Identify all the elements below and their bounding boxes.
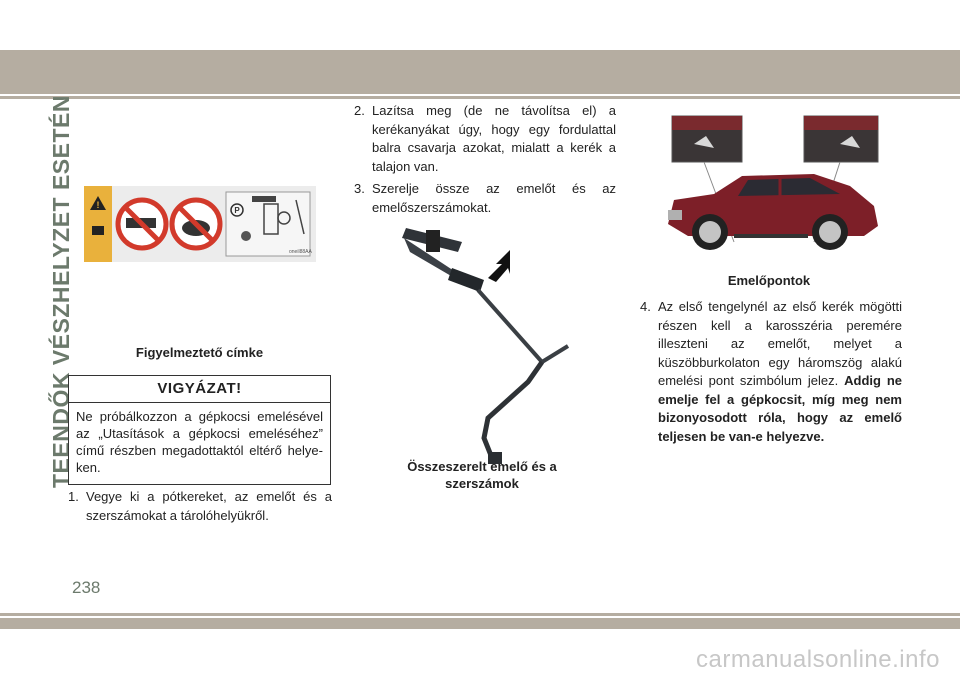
svg-text:P: P <box>234 206 240 215</box>
step-3 <box>354 180 616 217</box>
footer-band <box>0 618 960 629</box>
step-4 <box>640 298 902 446</box>
footer-rule <box>0 613 960 616</box>
manual-book-icon <box>92 226 104 235</box>
step-text: Lazítsa meg (de ne távolítsa el) a kerékanyákat úgy, hogy egy fordulattal balra csavarja azokat, mialatt a kerék a talajon van. <box>372 103 616 174</box>
watermark: carmanualsonline.info <box>696 646 940 673</box>
step-number: 1. <box>68 489 79 504</box>
caution-box <box>68 375 331 485</box>
warning-label-image <box>84 186 316 262</box>
detail-photo-front <box>672 116 742 162</box>
step-number: 3. <box>354 181 365 196</box>
step-text: Vegye ki a pótkereket, az emelőt és a szerszámokat a tárolóhelyükről. <box>86 489 332 523</box>
no-tire-change-icon <box>172 200 220 248</box>
scissor-jack <box>402 228 484 294</box>
no-under-vehicle-icon <box>118 200 166 248</box>
step-number: 2. <box>354 103 365 118</box>
step-1 <box>68 488 332 525</box>
jack-points-caption: Emelőpontok <box>727 273 811 288</box>
jack-tools-caption: Összeszerelt emelő és a szerszámok <box>407 459 557 491</box>
header-rule <box>0 96 960 99</box>
step-2 <box>354 102 616 176</box>
step-text: Az első tengelynél az első kerék mögötti részen kell a karosszéria peremére illeszteni az emelőt, melyet a küszöbburkolaton egy háromszög alakú emelési pont szimbólum jelez. Addig ne emelje fel a gépkocsit, míg meg nem bizonyosodott róla, hogy az emelő teljesen be van-e helyezve. <box>658 299 902 444</box>
svg-text:!: ! <box>96 200 100 210</box>
caution-text: Ne próbálkozzon a gépkocsi emelésével az „Utasítások a gépkocsi emeléséhez” című részben megadottaktól eltérő helyeken. <box>76 409 323 475</box>
section-side-title: TEENDŐK VÉSZHELYZET ESETÉN <box>48 95 74 488</box>
caution-title: VIGYÁZAT! <box>69 376 330 403</box>
detail-photo-rear <box>804 116 878 162</box>
step-emphasis: Addig ne emelje fel a gépkocsit, míg meg nem bizonyosodott róla, hogy az emelő teljesen be van-e helyezve. <box>658 373 902 444</box>
svg-text:oneil88AA: oneil88AA <box>289 249 312 255</box>
jack-handle <box>478 290 568 464</box>
step-number: 4. <box>640 299 651 314</box>
page-number: 238 <box>72 578 101 597</box>
arrow-icon <box>488 250 510 282</box>
vehicle-suv <box>668 174 878 250</box>
step-text: Szerelje össze az emelőt és az emelőszerszámokat. <box>372 181 616 215</box>
jack-and-tools-image <box>392 222 582 468</box>
warning-label-caption: Figyelmeztető címke <box>135 345 264 360</box>
jack-points-image <box>664 114 890 264</box>
header-band <box>0 50 960 94</box>
